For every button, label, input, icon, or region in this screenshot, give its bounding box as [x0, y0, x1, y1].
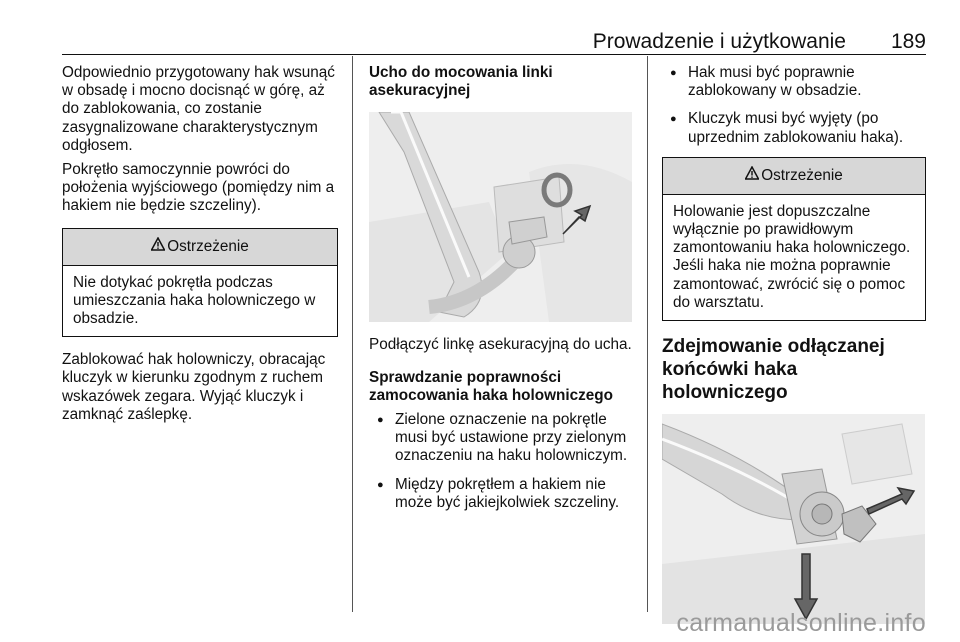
- tow-hook-removal-illustration: [662, 414, 925, 624]
- section-heading: Zdejmowanie odłączanej końcówki haka holowniczego: [662, 336, 885, 404]
- column-middle: [369, 64, 633, 522]
- section-heading: Ucho do mocowania linki asekuracyjnej: [369, 64, 553, 100]
- column-left: [62, 64, 338, 430]
- figure-caption: Podłączyć linkę asekuracyjną do ucha.: [369, 336, 632, 354]
- list-item: ● Hak musi być poprawnie zablokowany w obsadzie.: [662, 64, 926, 100]
- section-title: Prowadzenie i użytkowanie: [592, 30, 846, 53]
- page-number: 189: [890, 30, 926, 53]
- warning-header: [63, 229, 337, 266]
- column-divider: [352, 56, 353, 612]
- column-divider: [647, 56, 648, 612]
- check-list: [369, 411, 633, 512]
- list-item: ● Kluczyk musi być wyjęty (po uprzednim zablokowaniu haka).: [662, 110, 926, 146]
- paragraph: Odpowiednio przygotowany hak wsunąć w obsadę i mocno docisnąć w górę, aż do zablokowania, co zostanie zasygnalizowane charakterystycznym odgłosem.: [62, 64, 335, 154]
- warning-box: [662, 157, 926, 321]
- check-list: [662, 64, 926, 147]
- column-right: [662, 64, 926, 638]
- warning-box: [62, 228, 338, 338]
- list-item: ● Zielone oznaczenie na pokrętle musi być ustawione przy zielonym oznaczeniu na haku holowniczym.: [369, 411, 633, 466]
- paragraph: Pokrętło samoczynnie powróci do położenia wyjściowego (pomiędzy nim a hakiem nie będzie szczeliny).: [62, 161, 335, 215]
- watermark: carmanualsonline.info: [676, 609, 926, 637]
- warning-text: Holowanie jest dopuszczalne wyłącznie po prawidłowym zamontowaniu haka holowniczego. Jeśli haka nie można poprawnie zamontować, zwrócić się o pomoc do warsztatu.: [673, 202, 911, 311]
- warning-title: Ostrzeżenie: [167, 237, 249, 255]
- warning-text: Nie dotykać pokrętła podczas umieszczania haka holowniczego w obsadzie.: [73, 273, 316, 328]
- section-heading: Sprawdzanie poprawności zamocowania haka holowniczego: [369, 368, 613, 404]
- warning-triangle-icon: [151, 237, 165, 256]
- paragraph: Zablokować hak holowniczy, obracając kluczyk w kierunku zgodnym z ruchem wskazówek zegara. Wyjąć kluczyk i zamknąć zaślepkę.: [62, 351, 326, 423]
- list-item: ● Między pokrętłem a hakiem nie może być jakiejkolwiek szczeliny.: [369, 476, 633, 512]
- warning-triangle-icon: [745, 166, 759, 185]
- warning-title: Ostrzeżenie: [761, 166, 843, 184]
- warning-header: [663, 158, 925, 195]
- towing-eye-illustration: [369, 112, 632, 322]
- page-header: [62, 22, 926, 55]
